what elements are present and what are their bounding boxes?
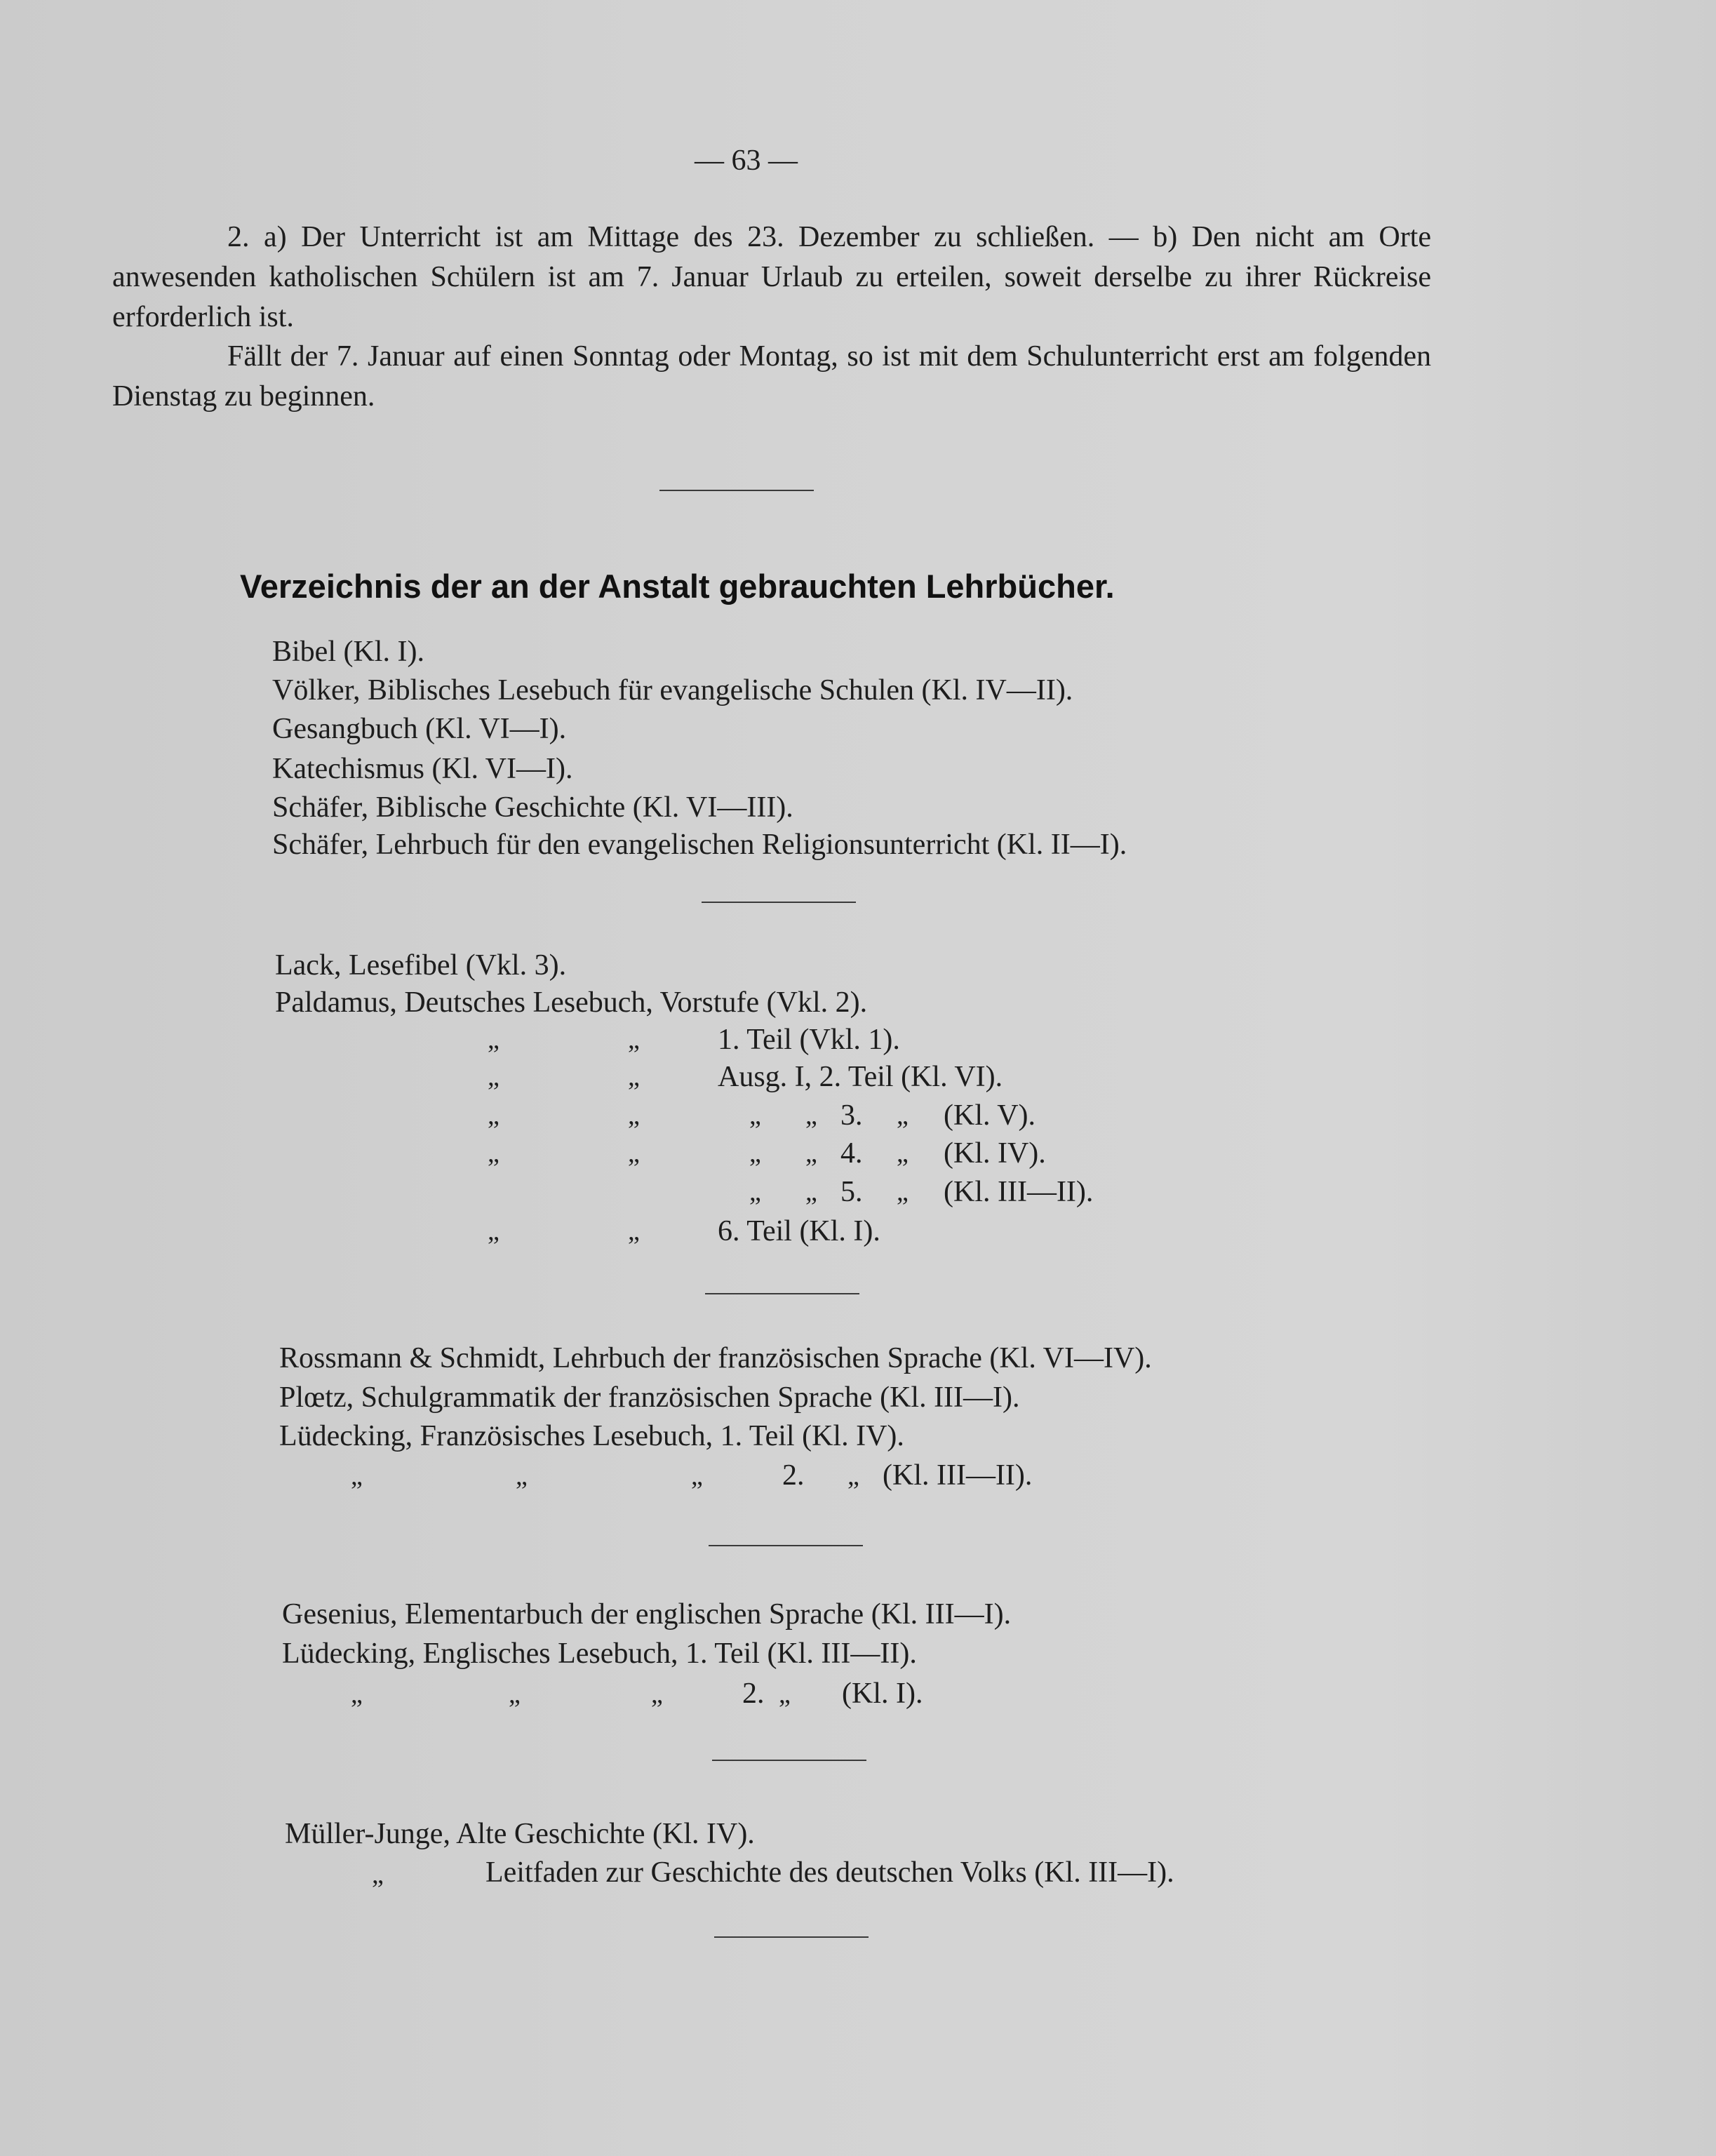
page-number: — 63 — xyxy=(695,145,798,177)
ditto-mark: „ xyxy=(628,1139,640,1168)
ditto-mark: „ xyxy=(805,1101,817,1130)
ditto-mark: „ xyxy=(897,1177,909,1207)
ditto-mark: „ xyxy=(749,1101,761,1130)
list-item: Lüdecking, Englisches Lesebuch, 1. Teil (Kl. III—II). xyxy=(282,1638,917,1670)
ditto-mark: „ xyxy=(628,1025,640,1054)
ditto-mark: „ xyxy=(897,1101,909,1130)
intro-paragraph-2: Fällt der 7. Januar auf einen Sonntag oder Montag, so ist mit dem Schulunterricht erst am folgenden Dienstag zu beginnen. xyxy=(112,340,1431,413)
list-item: (Kl. IV). xyxy=(944,1137,1046,1170)
divider xyxy=(714,1936,869,1938)
ditto-mark: „ xyxy=(897,1139,909,1168)
list-item: Schäfer, Lehrbuch für den evangelischen Religionsunterricht (Kl. II—I). xyxy=(272,829,1127,861)
list-item-number: 5. xyxy=(840,1176,863,1208)
ditto-mark: „ xyxy=(628,1217,640,1246)
list-item: 1. Teil (Vkl. 1). xyxy=(718,1024,900,1056)
ditto-mark: „ xyxy=(779,1680,791,1709)
list-item: 6. Teil (Kl. I). xyxy=(718,1215,880,1247)
ditto-mark: „ xyxy=(847,1461,859,1491)
ditto-mark: „ xyxy=(691,1461,703,1491)
ditto-mark: „ xyxy=(488,1025,500,1054)
list-item: Lüdecking, Französisches Lesebuch, 1. Teil (Kl. IV). xyxy=(279,1420,904,1452)
ditto-mark: „ xyxy=(516,1461,528,1491)
list-item-number: 3. xyxy=(840,1099,863,1132)
ditto-mark: „ xyxy=(372,1860,384,1889)
list-item: (Kl. V). xyxy=(944,1099,1036,1132)
list-item: Bibel (Kl. I). xyxy=(272,636,424,668)
list-item: Leitfaden zur Geschichte des deutschen Volks (Kl. III—I). xyxy=(485,1856,1174,1889)
ditto-mark: „ xyxy=(651,1680,663,1709)
list-item: (Kl. III—II). xyxy=(883,1459,1033,1492)
list-item: Schäfer, Biblische Geschichte (Kl. VI—III). xyxy=(272,791,793,824)
divider xyxy=(705,1293,859,1294)
ditto-mark: „ xyxy=(805,1139,817,1168)
list-item: Paldamus, Deutsches Lesebuch, Vorstufe (Vkl. 2). xyxy=(275,986,868,1019)
ditto-mark: „ xyxy=(488,1139,500,1168)
ditto-mark: „ xyxy=(351,1680,363,1709)
list-item-number: 2. xyxy=(742,1678,765,1710)
page-title: Verzeichnis der an der Anstalt gebrauchten Lehrbücher. xyxy=(240,568,1115,605)
list-item: Völker, Biblisches Lesebuch für evangelische Schulen (Kl. IV—II). xyxy=(272,674,1073,707)
list-item: Gesangbuch (Kl. VI—I). xyxy=(272,713,567,745)
ditto-mark: „ xyxy=(351,1461,363,1491)
list-item: (Kl. I). xyxy=(842,1678,923,1710)
ditto-mark: „ xyxy=(628,1101,640,1130)
list-item: (Kl. III—II). xyxy=(944,1176,1094,1208)
divider xyxy=(702,902,856,903)
list-item: Plœtz, Schulgrammatik der französischen Sprache (Kl. III—I). xyxy=(279,1381,1020,1414)
ditto-mark: „ xyxy=(749,1139,761,1168)
list-item-number: 2. xyxy=(782,1459,805,1492)
divider xyxy=(659,490,814,491)
intro-paragraph-1: 2. a) Der Unterricht ist am Mittage des 23. Dezember zu schließen. — b) Den nicht am Orte anwesenden katholischen Schülern ist am 7. Januar Urlaub zu erteilen, soweit derselbe zu ihrer Rückreise erforderlich ist. xyxy=(112,221,1431,333)
ditto-mark: „ xyxy=(805,1177,817,1207)
ditto-mark: „ xyxy=(509,1680,521,1709)
list-item: Lack, Lesefibel (Vkl. 3). xyxy=(275,949,567,982)
list-item-number: 4. xyxy=(840,1137,863,1170)
list-item: Müller-Junge, Alte Geschichte (Kl. IV). xyxy=(285,1818,755,1850)
divider xyxy=(712,1760,866,1761)
ditto-mark: „ xyxy=(488,1101,500,1130)
list-item: Katechismus (Kl. VI—I). xyxy=(272,753,573,785)
ditto-mark: „ xyxy=(749,1177,761,1207)
divider xyxy=(709,1545,863,1546)
list-item: Gesenius, Elementarbuch der englischen Sprache (Kl. III—I). xyxy=(282,1598,1012,1631)
ditto-mark: „ xyxy=(628,1062,640,1092)
ditto-mark: „ xyxy=(488,1062,500,1092)
list-item: Rossmann & Schmidt, Lehrbuch der französischen Sprache (Kl. VI—IV). xyxy=(279,1342,1152,1374)
list-item: Ausg. I, 2. Teil (Kl. VI). xyxy=(718,1061,1003,1093)
ditto-mark: „ xyxy=(488,1217,500,1246)
